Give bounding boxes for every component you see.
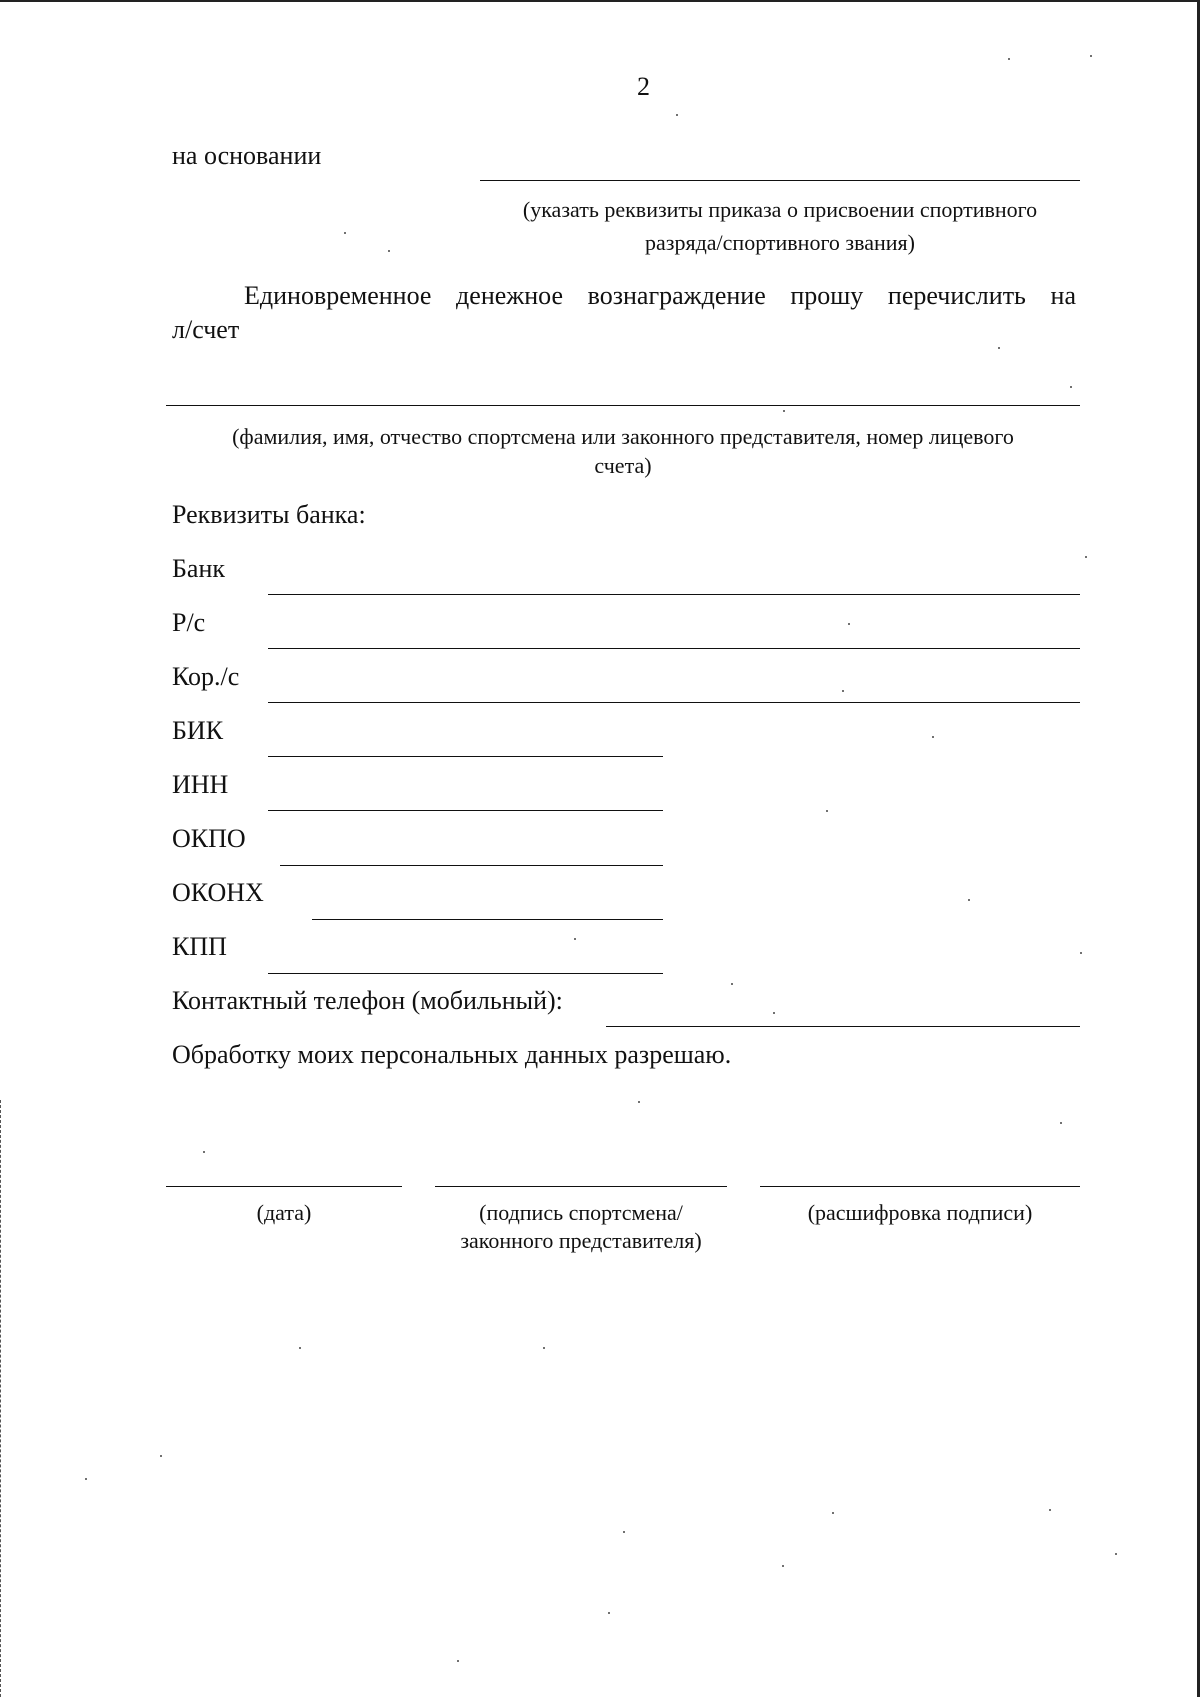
account-hint-line1: (фамилия, имя, отчество спортсмена или законного представителя, номер лицевого [232,424,1014,449]
scan-speck [932,736,934,738]
scan-speck [1060,1122,1062,1124]
scan-speck [848,623,850,625]
rs-label: Р/с [172,608,206,637]
phone-label: Контактный телефон (мобильный): [172,986,563,1015]
scan-speck [1080,952,1082,954]
decode-input-line[interactable] [760,1186,1080,1187]
account-input-line[interactable] [166,405,1080,406]
kor-label: Кор./с [172,662,240,691]
basis-label: на основании [172,141,322,170]
scan-speck [832,1512,834,1514]
scan-speck [299,1347,301,1349]
account-hint-line2: счета) [594,453,652,478]
scan-edge-left [0,1100,2,1697]
bank-heading: Реквизиты банка: [172,500,366,529]
consent-text: Обработку моих персональных данных разрешаю. [172,1040,732,1069]
scan-speck [1049,1509,1051,1511]
scan-speck [842,690,844,692]
scan-speck [85,1478,87,1480]
date-input-line[interactable] [166,1186,402,1187]
scan-speck [968,899,970,901]
scan-speck [160,1455,162,1457]
basis-hint-line1: (указать реквизиты приказа о присвоении спортивного [522,197,1038,222]
scan-edge-top [0,0,1200,2]
scan-speck [1115,1553,1117,1555]
bank-name-label: Банк [172,554,226,583]
inn-input-line[interactable] [268,810,663,811]
page-number: 2 [637,72,650,101]
scan-speck [1090,55,1092,57]
scan-speck [623,1531,625,1533]
scan-speck [1008,58,1010,60]
scan-speck [998,347,1000,349]
scan-speck [388,250,390,252]
basis-hint-line2: разряда/спортивного звания) [645,230,915,255]
scan-speck [574,938,576,940]
scan-speck [638,1101,640,1103]
rs-input-line[interactable] [268,648,1080,649]
scan-speck [457,1660,459,1662]
kpp-label: КПП [172,932,227,961]
signature-caption-line2: законного представителя) [460,1228,702,1253]
payment-text-line1: Единовременное денежное вознаграждение прошу перечислить на [244,281,1076,310]
kpp-input-line[interactable] [268,973,663,974]
scan-speck [543,1347,545,1349]
bank-name-input-line[interactable] [268,594,1080,595]
scan-speck [344,232,346,234]
kor-input-line[interactable] [268,702,1080,703]
payment-text-line2: л/счет [172,315,240,344]
signature-input-line[interactable] [435,1186,727,1187]
scan-speck [1070,386,1072,388]
date-caption: (дата) [256,1200,312,1225]
basis-input-line[interactable] [480,180,1080,181]
okonh-input-line[interactable] [312,919,663,920]
scan-speck [1085,556,1087,558]
bik-label: БИК [172,716,224,745]
signature-caption-line1: (подпись спортсмена/ [479,1200,683,1225]
inn-label: ИНН [172,770,229,799]
okpo-label: ОКПО [172,824,246,853]
scan-speck [826,810,828,812]
bik-input-line[interactable] [268,756,663,757]
okpo-input-line[interactable] [280,865,663,866]
scan-speck [676,114,678,116]
scan-speck [773,1012,775,1014]
scan-speck [782,1565,784,1567]
scan-speck [731,983,733,985]
decode-caption: (расшифровка подписи) [807,1200,1033,1225]
scan-speck [203,1151,205,1153]
scan-speck [608,1612,610,1614]
scan-speck [783,410,785,412]
phone-input-line[interactable] [606,1026,1080,1027]
okonh-label: ОКОНХ [172,878,264,907]
